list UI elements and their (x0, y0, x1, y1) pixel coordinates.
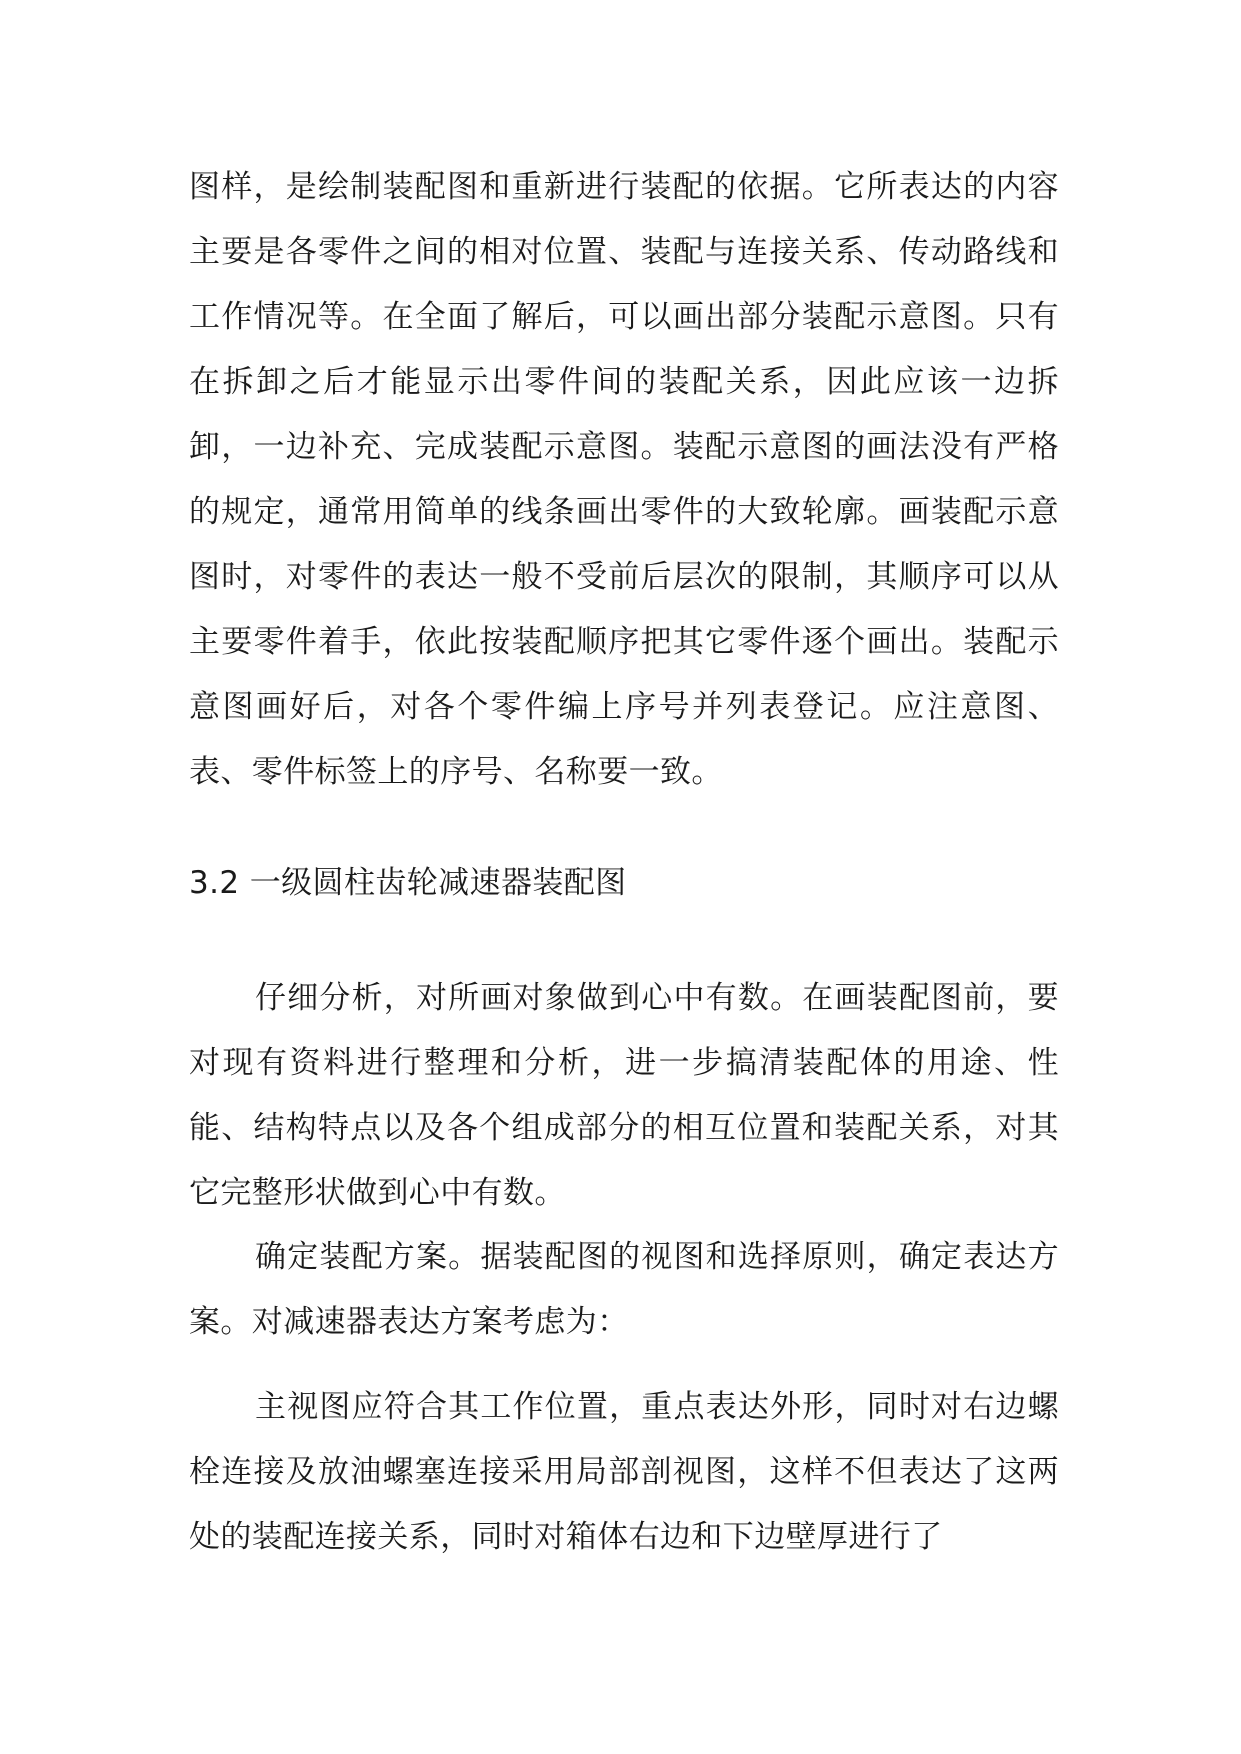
intro-block (189, 155, 1059, 805)
mainview-paragraph: 主视图应符合其工作位置，重点表达外形，同时对右边螺栓连接及放油螺塞连接采用局部剖视图，这样不但表达了这两处的装配连接关系，同时对箱体右边和下边壁厚进行了 (189, 1389, 1059, 1555)
plan-block (189, 1225, 1059, 1355)
section-heading: 3.2 一级圆柱齿轮减速器装配图 (189, 865, 627, 901)
plan-paragraph: 确定装配方案。据装配图的视图和选择原则，确定表达方案。对减速器表达方案考虑为： (189, 1239, 1059, 1340)
mainview-block (189, 1375, 1059, 1570)
analysis-block (189, 966, 1059, 1226)
analysis-paragraph: 仔细分析，对所画对象做到心中有数。在画装配图前，要对现有资料进行整理和分析，进一步搞清装配体的用途、性能、结构特点以及各个组成部分的相互位置和装配关系，对其它完整形状做到心中有数。 (189, 980, 1059, 1211)
intro-paragraph: 图样，是绘制装配图和重新进行装配的依据。它所表达的内容主要是各零件之间的相对位置、装配与连接关系、传动路线和工作情况等。在全面了解后，可以画出部分装配示意图。只有在拆卸之后才能显示出零件间的装配关系，因此应该一边拆卸，一边补充、完成装配示意图。装配示意图的画法没有严格的规定，通常用简单的线条画出零件的大致轮廓。画装配示意图时，对零件的表达一般不受前后层次的限制，其顺序可以从主要零件着手，依此按装配顺序把其它零件逐个画出。装配示意图画好后，对各个零件编上序号并列表登记。应注意图、表、零件标签上的序号、名称要一致。 (189, 169, 1059, 790)
